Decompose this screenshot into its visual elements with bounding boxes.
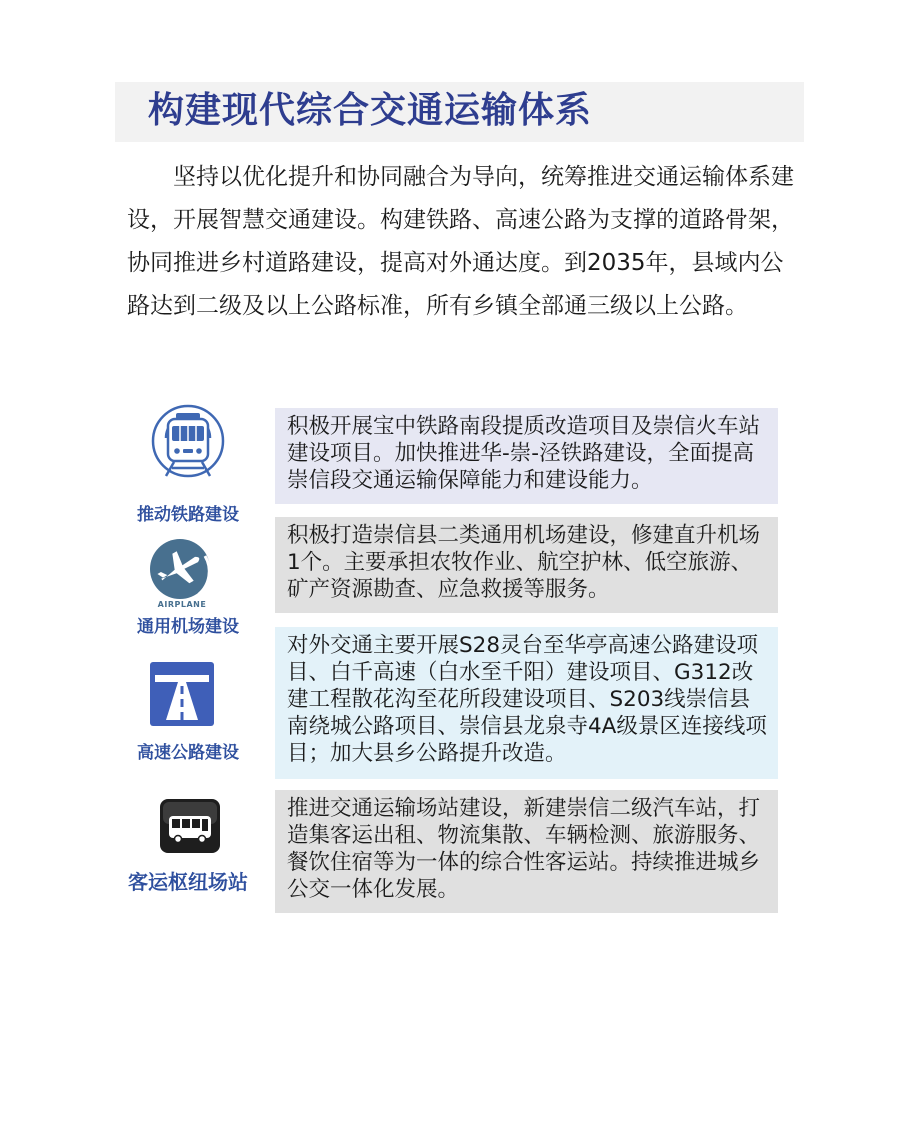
intro-paragraph: 坚持以优化提升和协同融合为导向，统筹推进交通运输体系建设，开展智慧交通建设。构建铁路、高速公路为支撑的道路骨架，协同推进乡村道路建设，提高对外通达度。到2035年，县域内公路达到二级及以上公路标准，所有乡镇全部通三级以上公路。 [127, 164, 794, 319]
train-icon [145, 404, 231, 478]
section-title: 构建现代综合交通运输体系 [148, 90, 593, 131]
airport-item [120, 532, 256, 636]
airplane-icon [147, 534, 217, 604]
bus-station-item [120, 798, 256, 894]
bus-station-description: 推进交通运输场站建设，新建崇信二级汽车站，打造集客运出租、物流集散、车辆检测、旅游服务、餐饮住宿等为一体的综合性客运站。持续推进城乡公交一体化发展。 [275, 790, 778, 913]
highway-icon [150, 662, 214, 726]
airport-label: 通用机场建设 [137, 617, 239, 637]
highway-label: 高速公路建设 [137, 743, 239, 763]
railway-label: 推动铁路建设 [137, 505, 239, 525]
bus-icon [159, 798, 221, 856]
highway-item [120, 662, 256, 766]
airplane-caption: AIRPLANE [157, 600, 207, 609]
airport-description: 积极打造崇信县二类通用机场建设，修建直升机场1个。主要承担农牧作业、航空护林、低空旅游、矿产资源勘查、应急救援等服务。 [275, 517, 778, 613]
railway-description: 积极开展宝中铁路南段提质改造项目及崇信火车站建设项目。加快推进华-崇-泾铁路建设，全面提高崇信段交通运输保障能力和建设能力。 [275, 408, 778, 504]
bus-station-label: 客运枢纽场站 [128, 870, 248, 894]
section-header [115, 82, 804, 142]
highway-description: 对外交通主要开展S28灵台至华亭高速公路建设项目、白千高速（白水至千阳）建设项目、G312改建工程散花沟至花所段建设项目、S203线崇信县南绕城公路项目、崇信县龙泉寺4A级景区连接线项目；加大县乡公路提升改造。 [275, 627, 778, 779]
railway-item [120, 404, 256, 524]
